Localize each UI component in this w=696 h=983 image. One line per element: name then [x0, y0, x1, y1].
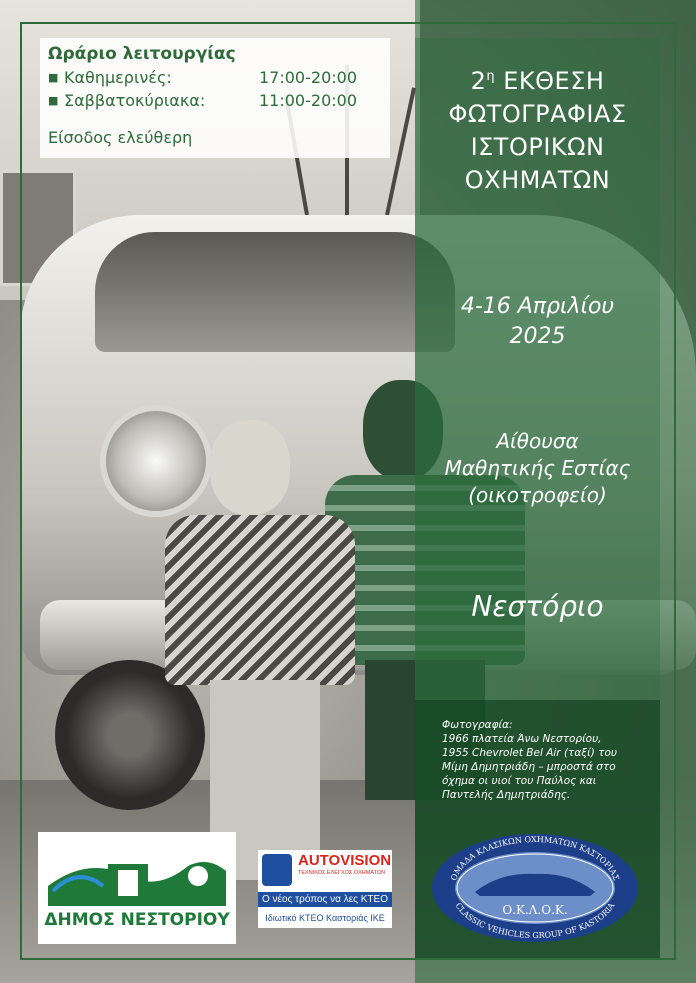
- autovision-brand: AUTOVISION: [298, 852, 392, 869]
- title-number: 2: [470, 67, 487, 95]
- dates-range: 4-16 Απριλίου: [460, 294, 615, 319]
- car-badge-icon: [262, 854, 292, 886]
- autovision-subtitle: ΤΕΧΝΙΚΟΣ ΕΛΕΓΧΟΣ ΟΧΗΜΑΤΩΝ: [298, 870, 385, 876]
- title-line3: ΙΣΤΟΡΙΚΩΝ: [470, 133, 605, 161]
- hours-time: 17:00-20:00: [259, 68, 357, 87]
- venue-line2: Μαθητικής Εστίας: [444, 456, 631, 480]
- dimos-emblem-icon: [48, 846, 226, 906]
- hours-row-weekdays: [48, 68, 382, 87]
- caption-line: 1955 Chevrolet Bel Air (ταξί) του: [442, 747, 617, 759]
- title-line4: ΟΧΗΜΑΤΩΝ: [464, 166, 611, 194]
- caption-line: 1966 πλατεία Άνω Νεστορίου,: [442, 733, 602, 745]
- autovision-logo: [258, 850, 392, 928]
- autovision-footer: Ιδιωτικό ΚΤΕΟ Καστοριάς ΙΚΕ: [265, 913, 385, 923]
- oklok-logo: [430, 832, 640, 944]
- town-name: Νεστόριο: [471, 590, 604, 623]
- younger-boy: [165, 420, 355, 900]
- caption-line: Παντελής Δημητριάδης.: [442, 789, 571, 801]
- title-ordinal: η: [486, 69, 496, 84]
- free-entry-note: Είσοδος ελεύθερη: [48, 128, 193, 147]
- caption-line: Φωτογραφία:: [442, 719, 513, 731]
- dates-year: 2025: [509, 324, 566, 349]
- hours-row-weekends: [48, 91, 382, 110]
- hours-title: Ωράριο λειτουργίας: [48, 44, 236, 64]
- exhibition-dates: [415, 292, 660, 352]
- venue-line3: (οικοτροφείο): [468, 483, 607, 507]
- caption-line: Μίμη Δημητριάδη – μπροστά στο: [442, 761, 616, 773]
- venue-line1: Αίθουσα: [496, 429, 579, 453]
- car-windshield: [95, 232, 455, 352]
- bullet-icon: ■: [48, 94, 59, 107]
- bullet-icon: ■: [48, 71, 59, 84]
- dimos-label: ΔΗΜΟΣ ΝΕΣΤΟΡΙΟΥ: [44, 910, 230, 930]
- caption-line: όχημα οι υιοί του Παύλος και: [442, 775, 597, 787]
- oklok-name: Ο.Κ.Λ.Ο.Κ.: [502, 903, 568, 917]
- oklok-bottom-text: CLASSIC VEHICLES GROUP OF KASTORIA: [453, 901, 617, 941]
- title-line1: ΕΚΘΕΣΗ: [495, 67, 605, 95]
- exhibition-title: [415, 60, 660, 197]
- hours-day: Σαββατοκύριακα:: [64, 91, 206, 110]
- autovision-slogan: Ο νέος τρόπος να λες ΚΤΕΟ: [258, 892, 392, 907]
- hours-day: Καθημερινές:: [64, 68, 172, 87]
- hours-time: 11:00-20:00: [259, 91, 357, 110]
- title-line2: ΦΩΤΟΓΡΑΦΙΑΣ: [448, 100, 627, 128]
- exhibition-venue: [415, 428, 660, 509]
- opening-hours-box: [40, 38, 390, 158]
- dimos-nestoriou-logo: [38, 832, 236, 944]
- photo-caption: [442, 718, 642, 802]
- oklok-top-text: ΟΜΑΔΑ ΚΛΑΣΙΚΩΝ ΟΧΗΜΑΤΩΝ ΚΑΣΤΟΡΙΑΣ: [449, 834, 621, 882]
